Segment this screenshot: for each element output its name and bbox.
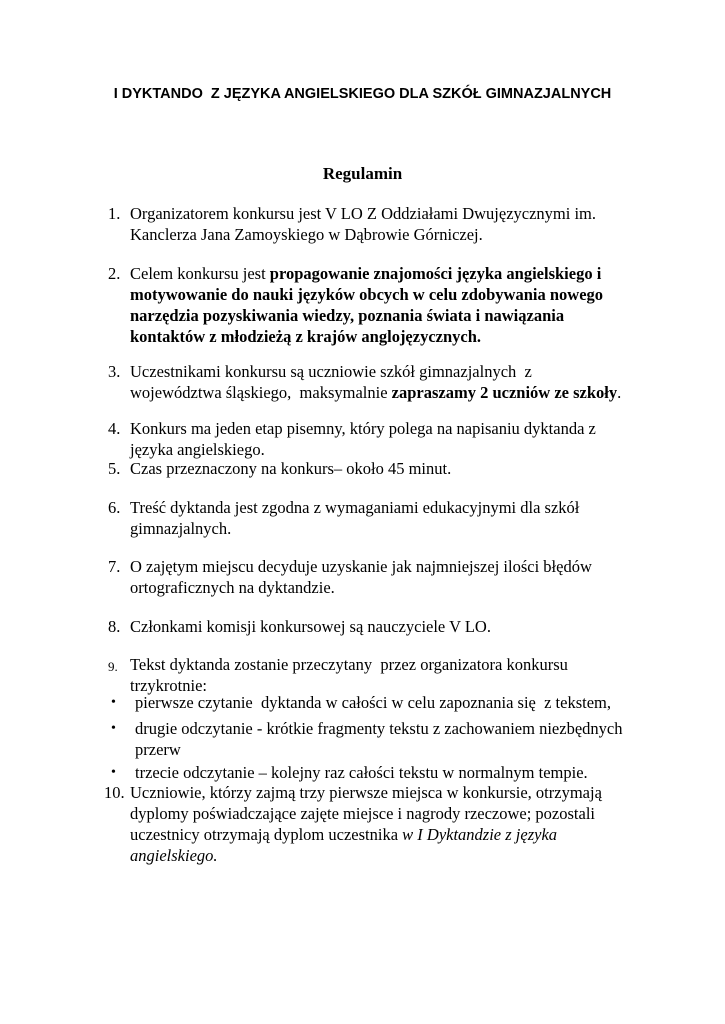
document-heading: I DYKTANDO Z JĘZYKA ANGIELSKIEGO DLA SZKÓŁ GIMNAZJALNYCH (113, 86, 612, 102)
rule-text-plain: . (617, 383, 622, 402)
rule-text-line: O zajętym miejscu decyduje uzyskanie jak najmniejszej ilości błędów (130, 557, 592, 576)
rule-text-line: gimnazjalnych. (130, 519, 232, 538)
rule-number: 4. (108, 419, 121, 438)
rule-text-line (130, 382, 690, 403)
rule-number: 9. (108, 659, 118, 674)
rule-text-line: narzędzia pozyskiwania wiedzy, poznania świata i nawiązania (130, 306, 565, 325)
rule-number: 1. (108, 204, 121, 223)
rule-text-line: Treść dyktanda jest zgodna z wymaganiami edukacyjnymi dla szkół (130, 498, 580, 517)
rule-text-line: Organizatorem konkursu jest V LO Z Oddziałami Dwujęzycznymi im. (130, 204, 597, 223)
rule-text-bold: zapraszamy 2 uczniów ze szkoły (391, 383, 618, 402)
rule-number: 3. (108, 362, 121, 381)
rule-text-line: Kanclerza Jana Zamoyskiego w Dąbrowie Górniczej. (130, 225, 483, 244)
rule-text-line: Tekst dyktanda zostanie przeczytany przez organizatora konkursu (130, 655, 568, 674)
rule-text-bold: propagowanie znajomości języka angielskiego i (269, 264, 602, 283)
rule-number: 6. (108, 498, 121, 517)
rule-text-line: dyplomy poświadczające zajęte miejsce i nagrody rzeczowe; pozostali (130, 804, 596, 823)
rule-text-italic: w I Dyktandzie z języka (402, 825, 558, 844)
rule-text-plain: uczestnicy otrzymają dyplom uczestnika (130, 825, 403, 844)
rule-text-line (130, 824, 700, 845)
rule-text-plain: Celem konkursu jest (130, 264, 270, 283)
bullet-icon: • (111, 721, 116, 736)
rule-text-line: ortograficznych na dyktandzie. (130, 578, 335, 597)
rule-text-line: Czas przeznaczony na konkurs– około 45 minut. (130, 459, 452, 478)
rule-number: 10. (104, 783, 125, 802)
rule-number: 8. (108, 617, 121, 636)
bullet-text-line: pierwsze czytanie dyktanda w całości w celu zapoznania się z tekstem, (135, 693, 612, 712)
rule-number: 5. (108, 459, 121, 478)
rule-text-line (130, 263, 690, 284)
rule-text-plain: województwa śląskiego, maksymalnie (130, 383, 392, 402)
rule-text-line: angielskiego. (130, 846, 218, 865)
rule-text-line: kontaktów z młodzieżą z krajów anglojęzycznych. (130, 327, 482, 346)
bullet-icon: • (111, 695, 116, 710)
document-subtitle: Regulamin (322, 164, 403, 183)
rule-text-line: Członkami komisji konkursowej są nauczyciele V LO. (130, 617, 491, 636)
bullet-text-line: trzecie odczytanie – kolejny raz całości tekstu w normalnym tempie. (135, 763, 588, 782)
rule-text-line: motywowanie do nauki języków obcych w celu zdobywania nowego (130, 285, 604, 304)
rule-text-line: Konkurs ma jeden etap pisemny, który polega na napisaniu dyktanda z (130, 419, 596, 438)
rule-text-line: Uczestnikami konkursu są uczniowie szkół gimnazjalnych z (130, 362, 532, 381)
rule-number: 2. (108, 264, 121, 283)
bullet-text-line: drugie odczytanie - krótkie fragmenty tekstu z zachowaniem niezbędnych (135, 719, 623, 738)
rule-text-line: trzykrotnie: (130, 676, 207, 695)
rule-text-line: języka angielskiego. (130, 440, 265, 459)
rule-text-line: Uczniowie, którzy zajmą trzy pierwsze miejsca w konkursie, otrzymają (130, 783, 602, 802)
bullet-icon: • (111, 765, 116, 780)
bullet-text-line: przerw (135, 740, 181, 759)
rule-number: 7. (108, 557, 121, 576)
